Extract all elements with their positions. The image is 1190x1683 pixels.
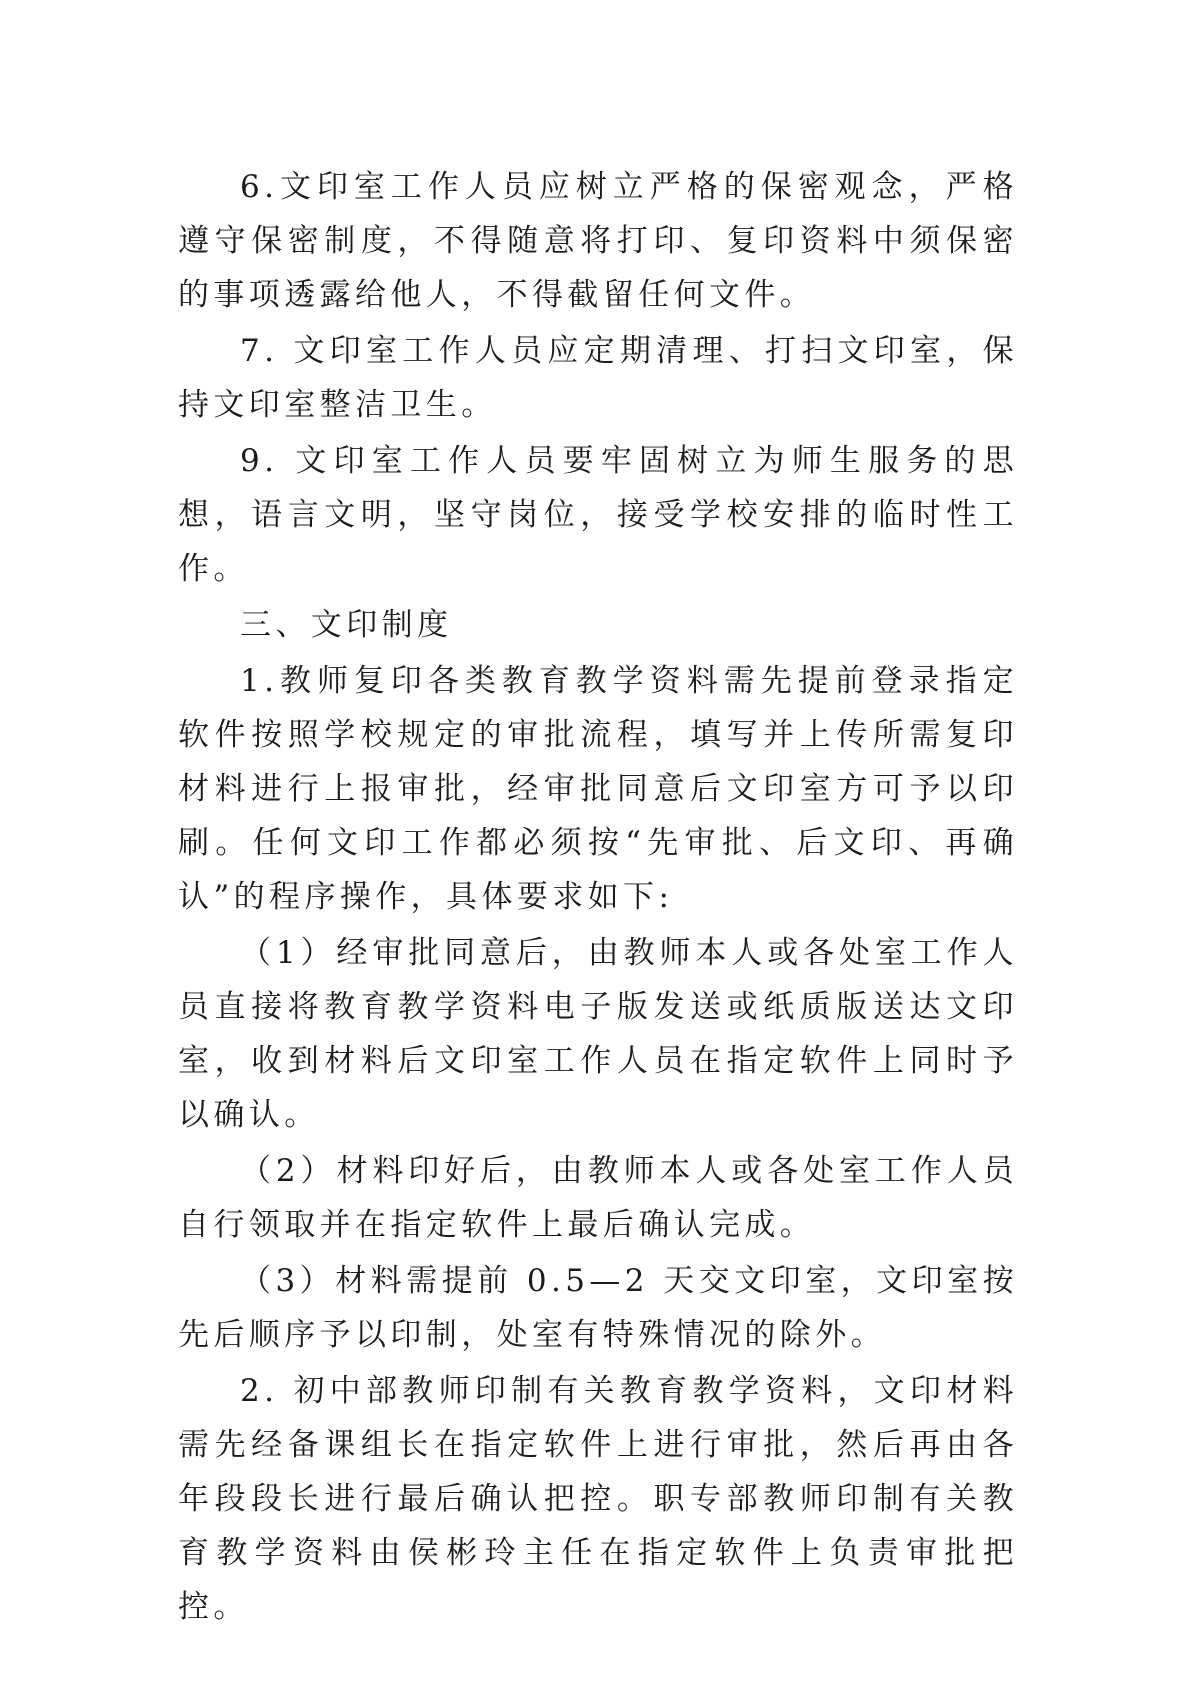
paragraph-rule-7: 7. 文印室工作人员应定期清理、打扫文印室，保持文印室整洁卫生。: [178, 333, 1018, 423]
paragraph-printing-rule-1: 1.教师复印各类教育教学资料需先提前登录指定软件按照学校规定的审批流程，填写并上传所需复印材料进行上报审批，经审批同意后文印室方可予以印刷。任何文印工作都必须按“先审批、后文印、再确认”的程序操作，具体要求如下:: [178, 663, 1018, 915]
paragraph-sub-item-3: （3）材料需提前 0.5—2 天交文印室，文印室按先后顺序予以印制，处室有特殊情况的除外。: [178, 1263, 1018, 1353]
paragraph-rule-6: 6.文印室工作人员应树立严格的保密观念，严格遵守保密制度，不得随意将打印、复印资料中须保密的事项透露给他人，不得截留任何文件。: [178, 169, 1018, 313]
document-body: [178, 160, 1018, 1636]
paragraph-printing-rule-2: 2. 初中部教师印制有关教育教学资料，文印材料需先经备课组长在指定软件上进行审批，然后再由各年段段长进行最后确认把控。职专部教师印制有关教育教学资料由侯彬玲主任在指定软件上负责审批把控。: [178, 1373, 1018, 1625]
paragraph-rule-9: 9. 文印室工作人员要牢固树立为师生服务的思想，语言文明，坚守岗位，接受学校安排的临时性工作。: [178, 443, 1018, 587]
section-heading-printing-rules: 三、文印制度: [240, 607, 453, 643]
paragraph-sub-item-1: （1）经审批同意后，由教师本人或各处室工作人员直接将教育教学资料电子版发送或纸质版送达文印室，收到材料后文印室工作人员在指定软件上同时予以确认。: [178, 935, 1018, 1133]
paragraph-sub-item-2: （2）材料印好后，由教师本人或各处室工作人员自行领取并在指定软件上最后确认完成。: [178, 1153, 1018, 1243]
